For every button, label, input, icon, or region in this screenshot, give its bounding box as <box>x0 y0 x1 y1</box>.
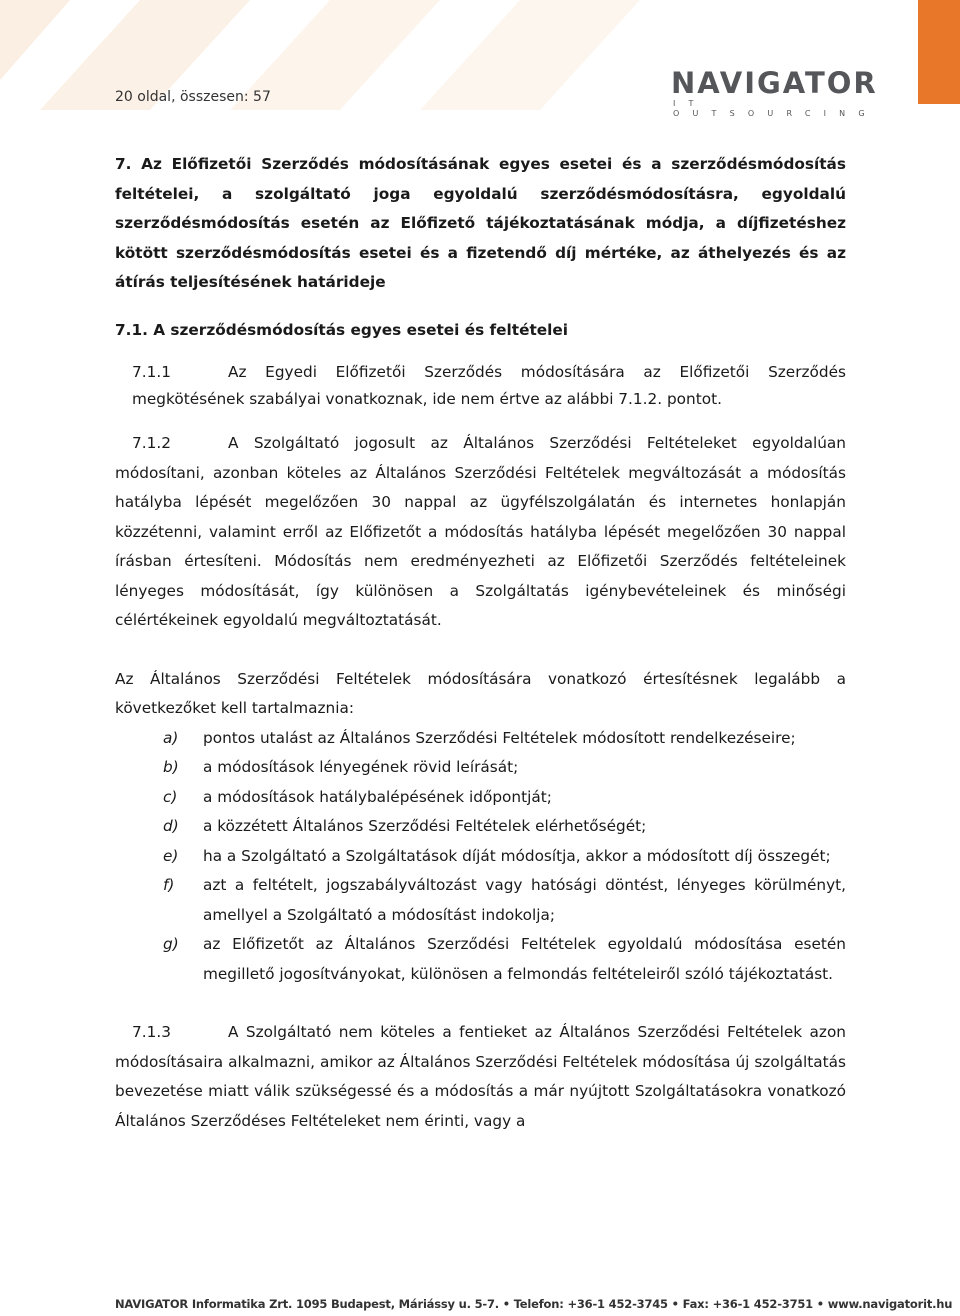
paragraph-number: 7.1.1 <box>132 363 171 381</box>
paragraph-7-1-3 <box>115 1018 846 1136</box>
paragraph-number: 7.1.2 <box>132 434 171 452</box>
paragraph-text: Az Egyedi Előfizetői Szerződés módosítására az Előfizetői Szerződés megkötésének szabályai vonatkoznak, ide nem értve az alábbi 7.1.2. pontot. <box>132 363 846 408</box>
paragraph-text: A Szolgáltató nem köteles a fentieket az Általános Szerződési Feltételek azon módosításaira alkalmazni, amikor az Általános Szerződési Feltételek módosítása új szolgáltatás bevezetése miatt válik szükségessé és a módosítás a már nyújtott Szolgáltatásokra vonatkozó Általános Szerződéses Feltételeket nem érinti, vagy a <box>115 1023 846 1130</box>
requirements-list <box>115 724 846 990</box>
list-item: e) ha a Szolgáltató a Szolgáltatások díját módosítja, akkor a módosított díj összegét; <box>163 846 831 865</box>
notification-intro: Az Általános Szerződési Feltételek módosítására vonatkozó értesítésnek legalább a következőket kell tartalmaznia: <box>115 669 846 717</box>
paragraph-7-1-1 <box>115 359 846 413</box>
list-item: a) pontos utalást az Általános Szerződési Feltételek módosított rendelkezéseire; <box>163 728 796 747</box>
orange-accent-bar <box>918 0 960 104</box>
list-item: f) azt a feltételt, jogszabályváltozást vagy hatósági döntést, lényeges körülményt, amellyel a Szolgáltató a módosítást indokolja; <box>163 876 846 924</box>
section-title: 7. Az Előfizetői Szerződés módosításának egyes esetei és a szerződésmódosítás feltételei, a szolgáltató joga egyoldalú szerződésmódosításra, egyoldalú szerződésmódosítás esetén az Előfizető tájékoztatásának módja, a díjfizetéshez kötött szerződésmódosítás esetei és a fizetendő díj mértéke, az áthelyezés és az átírás teljesítésének határideje <box>115 155 846 291</box>
list-item: b) a módosítások lényegének rövid leírását; <box>163 758 519 776</box>
list-item: g) az Előfizetőt az Általános Szerződési Feltételek egyoldalú módosítása esetén megillető jogosítványokat, különösen a felmondás feltételeiről szóló tájékoztatást. <box>163 935 846 983</box>
paragraph-text: A Szolgáltató jogosult az Általános Szerződési Feltételeket egyoldalúan módosítani, azonban köteles az Általános Szerződési Feltételek megváltozását a módosítás hatályba lépését megelőzően 30 nappal az ügyfélszolgálatán és internetes honlapján közzétenni, valamint erről az Előfizetőt a módosítás hatályba lépését megelőzően 30 nappal írásban értesíteni. Módosítás nem eredményezheti az Előfizetői Szerződés feltételeinek lényeges módosítását, így különösen a Szolgáltatás igénybevételeinek és minőségi célértékeinek egyoldalú megváltoztatását. <box>115 434 846 629</box>
page-number: 20 oldal, összesen: 57 <box>115 89 271 105</box>
paragraph-number: 7.1.3 <box>132 1023 171 1041</box>
paragraph-7-1-2 <box>115 429 846 636</box>
page-footer: NAVIGATOR Informatika Zrt. 1095 Budapest, Máriássy u. 5-7. • Telefon: +36-1 452-3745 • Fax: +36-1 452-3751 • www.navigatorit.hu <box>115 1297 953 1311</box>
list-item: c) a módosítások hatálybalépésének időpontját; <box>163 787 552 806</box>
logo-subtitle: IT OUTSOURCING <box>673 99 878 118</box>
logo-word: NAVIGATOR <box>671 66 878 100</box>
document-body <box>115 150 846 1136</box>
subsection-title: 7.1. A szerződésmódosítás egyes esetei és feltételei <box>115 320 569 339</box>
list-item: d) a közzétett Általános Szerződési Feltételek elérhetőségét; <box>163 817 647 835</box>
navigator-logo <box>671 68 883 119</box>
